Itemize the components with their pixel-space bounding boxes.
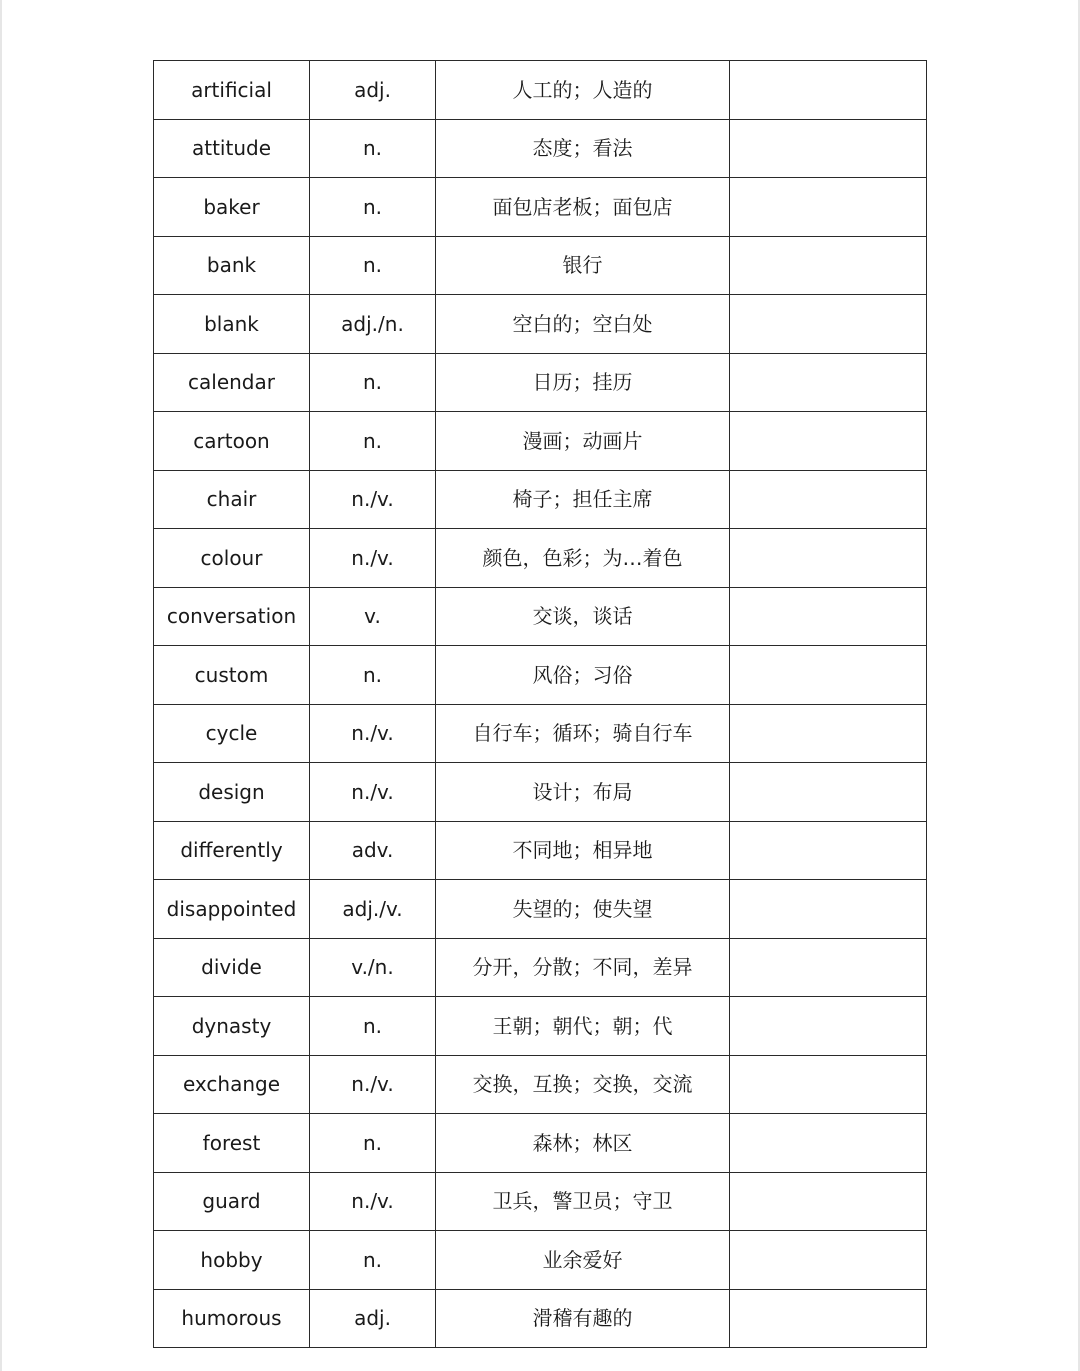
part-of-speech-cell: n./v. xyxy=(310,529,436,588)
blank-cell xyxy=(730,646,927,705)
table-row xyxy=(154,763,927,822)
meaning-cell: 漫画；动画片 xyxy=(436,412,730,471)
word-cell: humorous xyxy=(154,1289,310,1348)
blank-cell xyxy=(730,587,927,646)
blank-cell xyxy=(730,412,927,471)
blank-cell xyxy=(730,821,927,880)
meaning-cell: 面包店老板；面包店 xyxy=(436,178,730,237)
meaning-cell: 态度；看法 xyxy=(436,119,730,178)
word-cell: chair xyxy=(154,470,310,529)
word-cell: blank xyxy=(154,295,310,354)
word-cell: conversation xyxy=(154,587,310,646)
part-of-speech-cell: adv. xyxy=(310,821,436,880)
meaning-cell: 业余爱好 xyxy=(436,1231,730,1290)
blank-cell xyxy=(730,119,927,178)
blank-cell xyxy=(730,353,927,412)
table-row xyxy=(154,997,927,1056)
table-row xyxy=(154,1231,927,1290)
part-of-speech-cell: n. xyxy=(310,412,436,471)
table-row xyxy=(154,587,927,646)
table-row xyxy=(154,61,927,120)
meaning-cell: 森林；林区 xyxy=(436,1114,730,1173)
word-cell: dynasty xyxy=(154,997,310,1056)
blank-cell xyxy=(730,1172,927,1231)
word-cell: bank xyxy=(154,236,310,295)
table-row xyxy=(154,1289,927,1348)
part-of-speech-cell: v./n. xyxy=(310,938,436,997)
blank-cell xyxy=(730,295,927,354)
table-row xyxy=(154,470,927,529)
table-row xyxy=(154,1114,927,1173)
part-of-speech-cell: adj./n. xyxy=(310,295,436,354)
part-of-speech-cell: n. xyxy=(310,178,436,237)
part-of-speech-cell: n./v. xyxy=(310,1055,436,1114)
word-cell: disappointed xyxy=(154,880,310,939)
word-cell: differently xyxy=(154,821,310,880)
blank-cell xyxy=(730,1055,927,1114)
table-row xyxy=(154,704,927,763)
meaning-cell: 风俗；习俗 xyxy=(436,646,730,705)
word-cell: artificial xyxy=(154,61,310,120)
word-cell: exchange xyxy=(154,1055,310,1114)
word-cell: design xyxy=(154,763,310,822)
word-cell: forest xyxy=(154,1114,310,1173)
blank-cell xyxy=(730,997,927,1056)
blank-cell xyxy=(730,938,927,997)
blank-cell xyxy=(730,1231,927,1290)
blank-cell xyxy=(730,529,927,588)
meaning-cell: 空白的；空白处 xyxy=(436,295,730,354)
table-row xyxy=(154,178,927,237)
part-of-speech-cell: adj. xyxy=(310,61,436,120)
table-row xyxy=(154,412,927,471)
word-cell: cycle xyxy=(154,704,310,763)
part-of-speech-cell: n./v. xyxy=(310,763,436,822)
meaning-cell: 交换，互换；交换，交流 xyxy=(436,1055,730,1114)
blank-cell xyxy=(730,1114,927,1173)
word-cell: attitude xyxy=(154,119,310,178)
word-cell: cartoon xyxy=(154,412,310,471)
vocabulary-table-body xyxy=(154,61,927,1348)
meaning-cell: 日历；挂历 xyxy=(436,353,730,412)
word-cell: divide xyxy=(154,938,310,997)
meaning-cell: 银行 xyxy=(436,236,730,295)
meaning-cell: 不同地；相异地 xyxy=(436,821,730,880)
table-row xyxy=(154,295,927,354)
page-edge-left xyxy=(0,0,2,1371)
word-cell: baker xyxy=(154,178,310,237)
meaning-cell: 滑稽有趣的 xyxy=(436,1289,730,1348)
meaning-cell: 王朝；朝代；朝；代 xyxy=(436,997,730,1056)
part-of-speech-cell: adj. xyxy=(310,1289,436,1348)
blank-cell xyxy=(730,880,927,939)
part-of-speech-cell: n./v. xyxy=(310,1172,436,1231)
table-row xyxy=(154,821,927,880)
table-row xyxy=(154,880,927,939)
meaning-cell: 椅子；担任主席 xyxy=(436,470,730,529)
blank-cell xyxy=(730,470,927,529)
word-cell: guard xyxy=(154,1172,310,1231)
blank-cell xyxy=(730,236,927,295)
part-of-speech-cell: n. xyxy=(310,1231,436,1290)
blank-cell xyxy=(730,61,927,120)
part-of-speech-cell: n./v. xyxy=(310,704,436,763)
table-row xyxy=(154,529,927,588)
part-of-speech-cell: adj./v. xyxy=(310,880,436,939)
part-of-speech-cell: n. xyxy=(310,997,436,1056)
part-of-speech-cell: n. xyxy=(310,119,436,178)
meaning-cell: 分开，分散；不同，差异 xyxy=(436,938,730,997)
part-of-speech-cell: n. xyxy=(310,236,436,295)
part-of-speech-cell: n. xyxy=(310,1114,436,1173)
word-cell: hobby xyxy=(154,1231,310,1290)
meaning-cell: 交谈，谈话 xyxy=(436,587,730,646)
meaning-cell: 失望的；使失望 xyxy=(436,880,730,939)
vocabulary-table xyxy=(153,60,927,1348)
table-row xyxy=(154,938,927,997)
table-row xyxy=(154,353,927,412)
blank-cell xyxy=(730,763,927,822)
table-row xyxy=(154,1172,927,1231)
meaning-cell: 卫兵，警卫员；守卫 xyxy=(436,1172,730,1231)
part-of-speech-cell: v. xyxy=(310,587,436,646)
word-cell: custom xyxy=(154,646,310,705)
meaning-cell: 颜色，色彩；为…着色 xyxy=(436,529,730,588)
word-cell: calendar xyxy=(154,353,310,412)
meaning-cell: 人工的；人造的 xyxy=(436,61,730,120)
meaning-cell: 设计；布局 xyxy=(436,763,730,822)
table-row xyxy=(154,236,927,295)
word-cell: colour xyxy=(154,529,310,588)
meaning-cell: 自行车；循环；骑自行车 xyxy=(436,704,730,763)
table-row xyxy=(154,119,927,178)
part-of-speech-cell: n. xyxy=(310,353,436,412)
table-row xyxy=(154,1055,927,1114)
part-of-speech-cell: n. xyxy=(310,646,436,705)
blank-cell xyxy=(730,704,927,763)
table-row xyxy=(154,646,927,705)
blank-cell xyxy=(730,1289,927,1348)
blank-cell xyxy=(730,178,927,237)
part-of-speech-cell: n./v. xyxy=(310,470,436,529)
